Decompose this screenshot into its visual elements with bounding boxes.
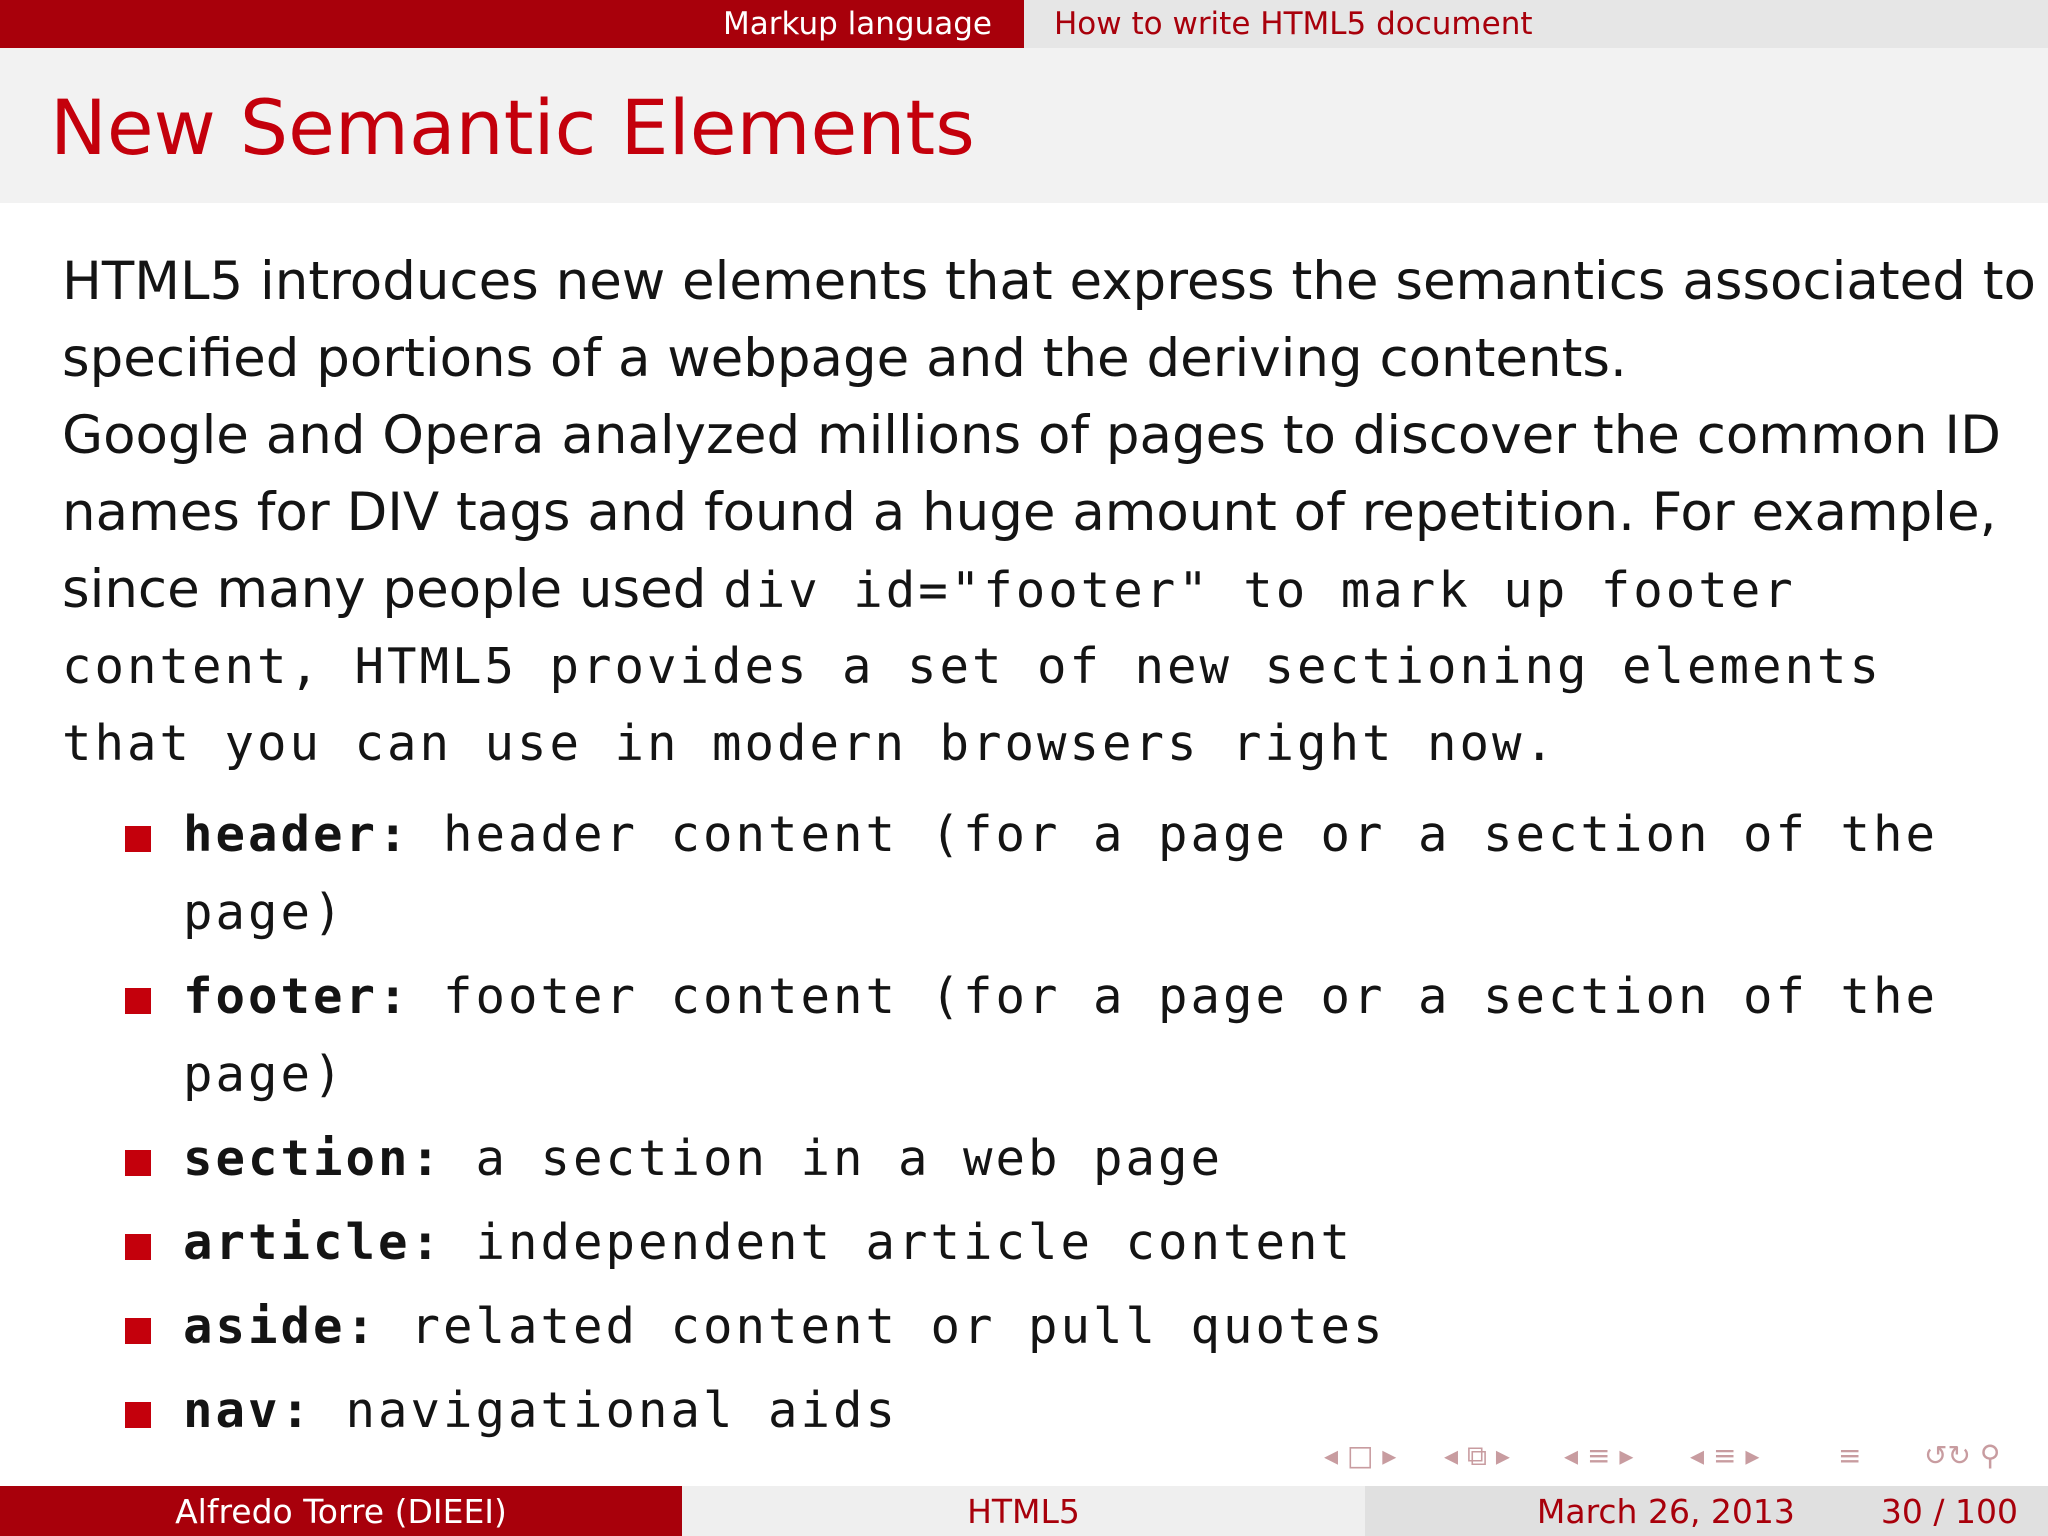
intro-paragraph (62, 243, 2036, 782)
element-description-continued: page) (183, 884, 346, 941)
element-description: related content or pull quotes (410, 1298, 1386, 1355)
nav-frame-icon[interactable]: ◂ □ ▸ (1324, 1439, 1397, 1472)
element-name: aside: (183, 1298, 379, 1355)
paragraph-line: specified portions of a webpage and the deriving contents. (62, 328, 1627, 389)
paragraph-line: names for DIV tags and found a huge amount of repetition. For example, (62, 482, 1997, 543)
bullet-square-icon (125, 1318, 151, 1344)
bullet-square-icon (125, 1150, 151, 1176)
top-navigation-bar (0, 0, 2048, 48)
paragraph-text: since many people used (62, 559, 724, 620)
footer-date: March 26, 2013 (1536, 1491, 1795, 1531)
footer-page-number: 30 / 100 (1880, 1491, 2018, 1531)
list-item (125, 1204, 2025, 1288)
element-list (125, 796, 2025, 1456)
nav-section-icon[interactable]: ◂ ≡ ▸ (1564, 1439, 1634, 1472)
nav-document-icon[interactable]: ◂ ≡ ▸ (1690, 1439, 1760, 1472)
element-description: independent article content (475, 1214, 1354, 1271)
list-item (125, 958, 2025, 1120)
list-item (125, 1288, 2025, 1372)
frame-title-bar (0, 48, 2048, 203)
code-line: that you can use in modern browsers right now. (62, 715, 1558, 772)
paragraph-line: Google and Opera analyzed millions of pages to discover the common ID (62, 405, 2001, 466)
bullet-square-icon (125, 1234, 151, 1260)
bullet-square-icon (125, 826, 151, 852)
footer-info (1365, 1486, 2048, 1536)
bullet-square-icon (125, 988, 151, 1014)
element-name: header: (183, 806, 411, 863)
bullet-square-icon (125, 1402, 151, 1428)
element-name: footer: (183, 968, 411, 1025)
nav-subsection-icon[interactable]: ◂ ⧉ ▸ (1444, 1439, 1510, 1472)
element-name: section: (183, 1130, 444, 1187)
footer-author: Alfredo Torre (DIEEI) (0, 1486, 682, 1536)
element-description: header content (for a page or a section of the (443, 806, 1939, 863)
nav-outline-icon[interactable]: ≡ (1838, 1439, 1862, 1472)
code-line: content, HTML5 provides a set of new sectioning elements (62, 638, 1883, 695)
element-description: navigational aids (345, 1382, 899, 1439)
code-text: div id="footer" to mark up footer (723, 562, 1796, 619)
list-item (125, 796, 2025, 958)
nav-section-title[interactable]: Markup language (0, 0, 1024, 48)
element-description-continued: page) (183, 1046, 346, 1103)
frame-title: New Semantic Elements (50, 83, 975, 172)
element-description: a section in a web page (475, 1130, 1224, 1187)
list-item (125, 1120, 2025, 1204)
element-name: article: (183, 1214, 444, 1271)
footer-bar (0, 1486, 2048, 1536)
paragraph-line: HTML5 introduces new elements that express the semantics associated to (62, 251, 2036, 312)
paragraph-line (62, 551, 2022, 628)
nav-subsection-title[interactable]: How to write HTML5 document (1024, 0, 2048, 48)
element-description: footer content (for a page or a section of the (443, 968, 1939, 1025)
footer-short-title: HTML5 (682, 1486, 1365, 1536)
nav-search-icon[interactable]: ↺↻ ⚲ (1924, 1439, 2001, 1472)
element-name: nav: (183, 1382, 314, 1439)
